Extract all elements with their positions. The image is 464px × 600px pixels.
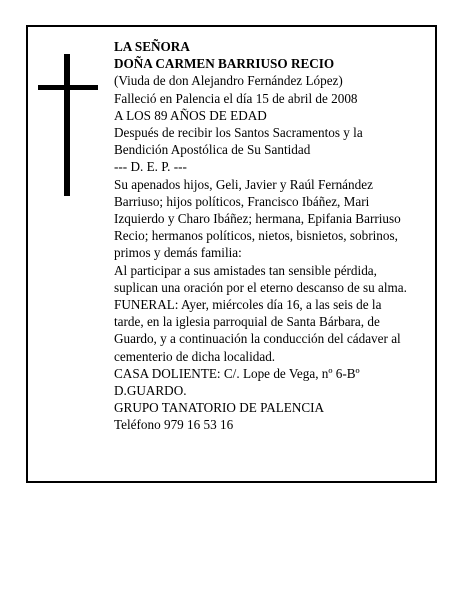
notice-line: Recio; hermanos políticos, nietos, bisnietos, sobrinos, xyxy=(114,228,398,244)
obituary-text xyxy=(114,38,414,434)
notice-line: primos y demás familia: xyxy=(114,245,242,261)
notice-line: Al participar a sus amistades tan sensible pérdida, xyxy=(114,262,377,278)
notice-line: Barriuso; hijos políticos, Francisco Ibáñez, Mari xyxy=(114,193,370,209)
notice-line: Bendición Apostólica de Su Santidad xyxy=(114,142,311,158)
cross-vertical-bar xyxy=(64,54,70,196)
notice-line: Falleció en Palencia el día 15 de abril de 2008 xyxy=(114,90,358,106)
notice-line: Después de recibir los Santos Sacramentos y la xyxy=(114,125,363,141)
notice-heading-title: LA SEÑORA xyxy=(114,39,190,54)
latin-cross-icon xyxy=(38,54,98,196)
notice-line: Su apenados hijos, Geli, Javier y Raúl Fernández xyxy=(114,176,373,192)
notice-line: suplican una oración por el eterno descanso de su alma. xyxy=(114,279,407,295)
notice-line: GRUPO TANATORIO DE PALENCIA xyxy=(114,400,325,416)
notice-line: D.GUARDO. xyxy=(114,383,187,399)
notice-line: CASA DOLIENTE: C/. Lope de Vega, nº 6-Bº xyxy=(114,365,360,381)
notice-line: Teléfono 979 16 53 16 xyxy=(114,417,234,433)
cross-horizontal-bar xyxy=(38,85,98,90)
notice-line: (Viuda de don Alejandro Fernández López) xyxy=(114,73,343,89)
notice-line: cementerio de dicha localidad. xyxy=(114,348,276,364)
notice-line: tarde, en la iglesia parroquial de Santa Bárbara, de xyxy=(114,314,380,330)
notice-line: Guardo, y a continuación la conducción del cádaver al xyxy=(114,331,401,347)
notice-line: Izquierdo y Charo Ibáñez; hermana, Epifania Barriuso xyxy=(114,211,401,227)
notice-line: FUNERAL: Ayer, miércoles día 16, a las seis de la xyxy=(114,297,382,313)
notice-heading-name: DOÑA CARMEN BARRIUSO RECIO xyxy=(114,56,335,72)
notice-line: --- D. E. P. --- xyxy=(114,159,187,175)
notice-line: A LOS 89 AÑOS DE EDAD xyxy=(114,107,267,123)
